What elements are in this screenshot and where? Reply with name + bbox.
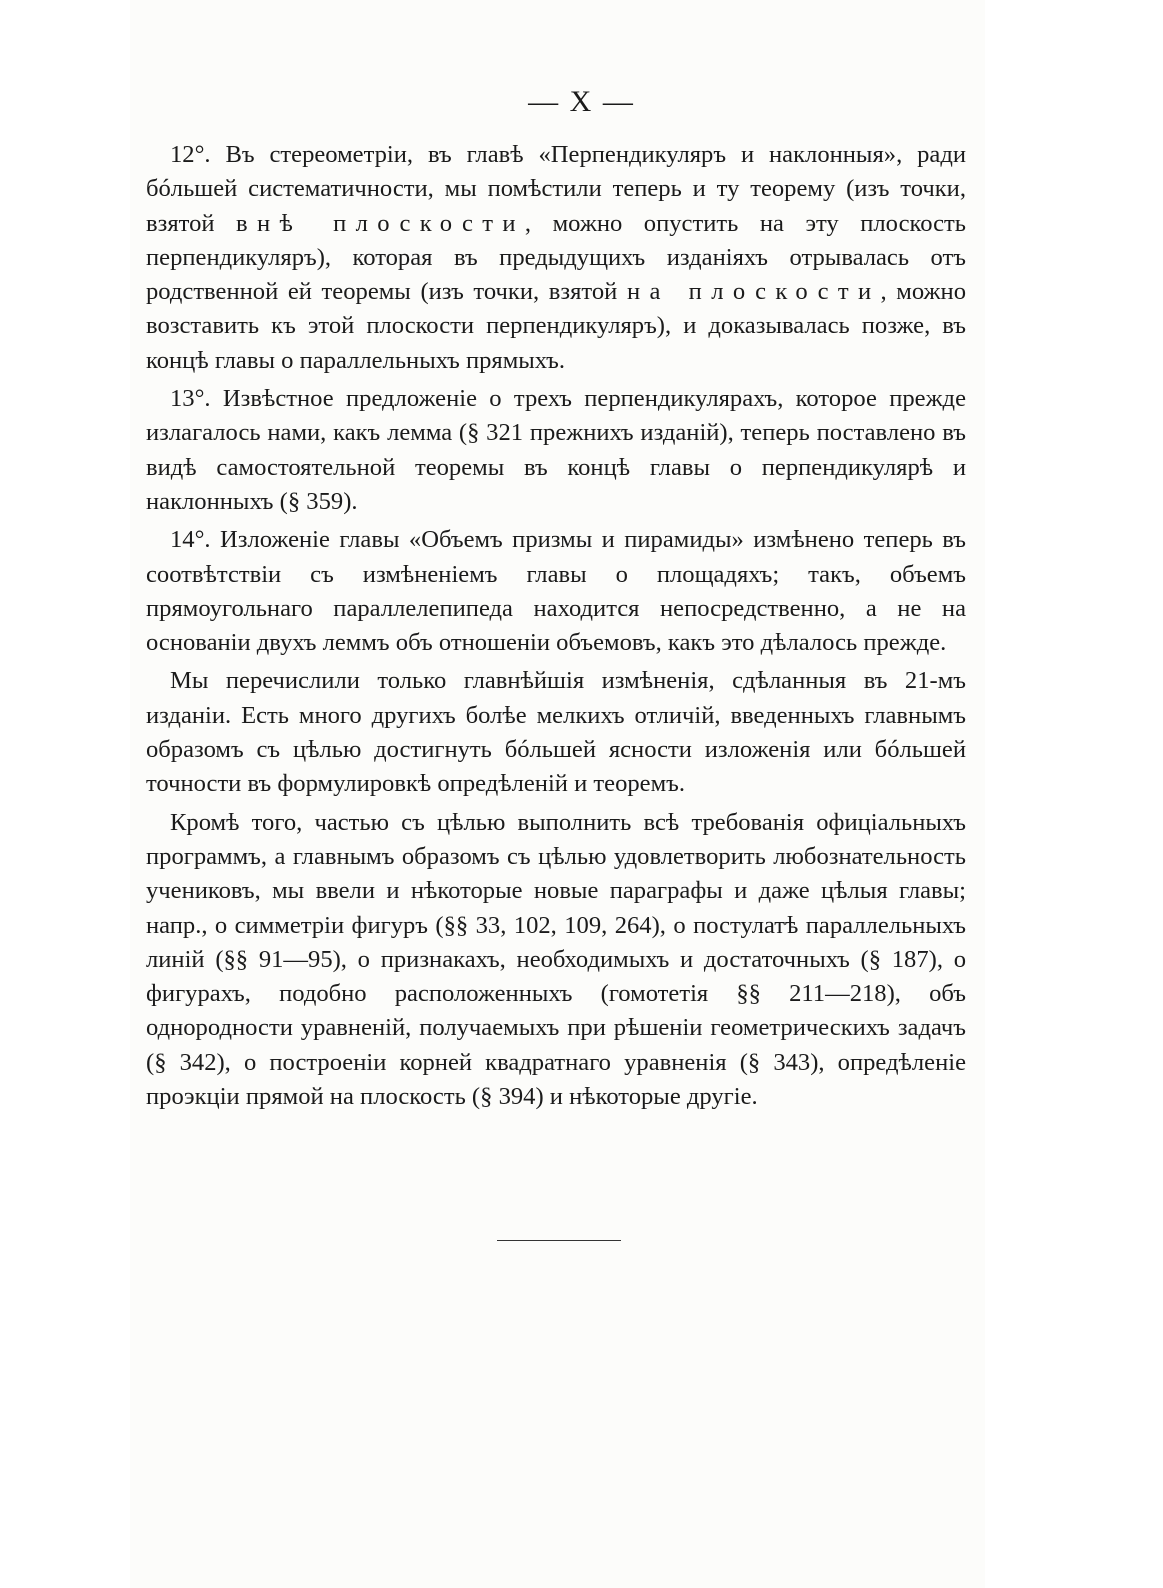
body-text bbox=[146, 138, 966, 1118]
paragraph-12-part-2: , можно опустить на эту плоскость перпендикуляръ), которая въ предыдущихъ изданіяхъ отрывалась отъ родственной ей теоремы (изъ точки, взятой bbox=[146, 209, 966, 306]
paragraph-13: 13°. Извѣстное предложеніе о трехъ перпендикулярахъ, которое прежде излагалось нами, какъ лемма (§ 321 прежнихъ изданій), теперь поставлено въ видѣ самостоятельной теоремы въ концѣ главы о перпендикулярѣ и наклонныхъ (§ 359). bbox=[146, 385, 966, 515]
paragraph-12 bbox=[146, 138, 966, 378]
paragraph-14: 14°. Изложеніе главы «Объемъ призмы и пирамиды» измѣнено теперь въ соотвѣтствіи съ измѣненіемъ главы о площадяхъ; такъ, объемъ прямоугольнаго параллелепипеда находится непосредственно, а не на основаніи двухъ леммъ объ отношеніи объемовъ, какъ это дѣлалось прежде. bbox=[146, 526, 966, 657]
paragraph-additions: Кромѣ того, частью съ цѣлью выполнить всѣ требованія офиціальныхъ программъ, а главнымъ образомъ съ цѣлью удовлетворить любознательность учениковъ, мы ввели и нѣкоторые новые параграфы и даже цѣлыя главы; напр., о симметріи фигуръ (§§ 33, 102, 109, 264), о постулатѣ параллельныхъ линій (§§ 91—95), о признакахъ, необходимыхъ и достаточныхъ (§ 187), о фигурахъ, подобно расположенныхъ (гомотетія §§ 211—218), объ однородности уравненій, получаемыхъ при рѣшеніи геометрическихъ задачъ (§ 342), о построеніи корней квадратнаго уравненія (§ 343), опредѣленіе проэкціи прямой на плоскость (§ 394) и нѣкоторые другіе. bbox=[146, 808, 966, 1111]
end-rule bbox=[497, 1240, 621, 1241]
emphasis-outside-plane: внѣ плоскости bbox=[236, 209, 525, 237]
emphasis-on-plane: на плоскости bbox=[626, 278, 881, 306]
paragraph-summary: Мы перечислили только главнѣйшія измѣненія, сдѣланныя въ 21-мъ изданіи. Есть много другихъ болѣе мелкихъ отличій, введенныхъ главнымъ образомъ съ цѣлью достигнуть бóльшей ясности изложенія или бóльшей точности въ формулировкѣ опредѣленій и теоремъ. bbox=[146, 667, 966, 798]
paragraph-12-part-3: , можно возставить къ этой плоскости перпендикуляръ), и доказывалась позже, въ концѣ главы о параллельныхъ прямыхъ. bbox=[146, 278, 966, 374]
paragraph-12-part-1: 12°. Въ стереометріи, въ главѣ «Перпендикуляръ и наклонныя», ради бóльшей систематичности, мы помѣстили теперь и ту теорему (изъ точки, взятой bbox=[146, 141, 966, 237]
page-number: — X — bbox=[528, 85, 635, 118]
